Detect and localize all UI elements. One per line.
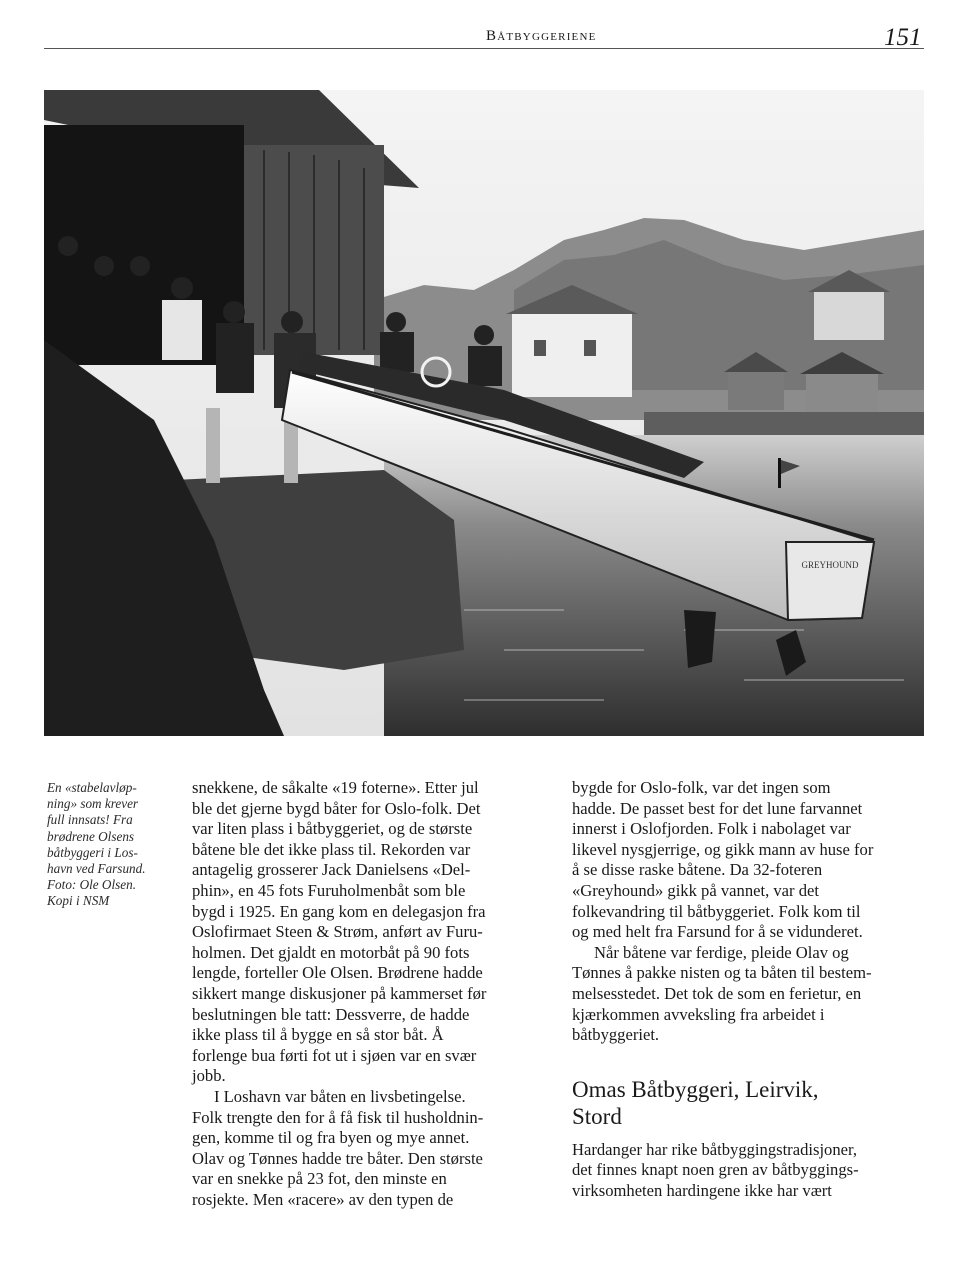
rudder bbox=[684, 610, 716, 668]
page-number: 151 bbox=[884, 24, 922, 51]
caption-line: En «stabelavløp- bbox=[47, 780, 137, 795]
text-line: å se disse raske båtene. Da 32-foteren bbox=[572, 860, 823, 880]
photo-caption bbox=[47, 780, 177, 910]
text-line: beslutningen ble tatt: Dessverre, de hadde bbox=[192, 1004, 470, 1024]
text-line: kjærkommen avveksling fra arbeidet i bbox=[572, 1004, 825, 1024]
running-title: Båtbyggeriene bbox=[486, 28, 597, 44]
shoreline bbox=[644, 412, 924, 438]
text-line: holmen. Det gjaldt en motorbåt på 90 fots bbox=[192, 942, 470, 962]
white-house bbox=[512, 312, 632, 397]
paragraph bbox=[572, 778, 924, 943]
text-line: I Loshavn var båten en livsbetingelse. bbox=[214, 1086, 466, 1106]
text-line: rosjekte. Men «racere» av den typen de bbox=[192, 1189, 454, 1209]
caption-line: båtbyggeri i Los- bbox=[47, 844, 138, 860]
text-line: lengde, forteller Ole Olsen. Brødrene hadde bbox=[192, 963, 483, 983]
text-line: var en snekke på 23 fot, den minste en bbox=[192, 1169, 447, 1189]
text-line: jobb. bbox=[192, 1066, 226, 1086]
flag-pole bbox=[778, 458, 781, 488]
paragraph bbox=[192, 778, 537, 1087]
caption-line: brødrene Olsens bbox=[47, 828, 135, 844]
text-line: likevel nysgjerrige, og gikk mann av huse for bbox=[572, 839, 874, 859]
red-house bbox=[728, 370, 784, 410]
text-line: bygde for Oslo-folk, var det ingen som bbox=[572, 778, 831, 797]
text-line: Olav og Tønnes hadde tre båter. Den største bbox=[192, 1148, 483, 1168]
house-window bbox=[534, 340, 546, 356]
text-line: det finnes knapt noen gren av båtbyggings- bbox=[572, 1160, 859, 1180]
text-line: var liten plass i båtbyggeriet, og de største bbox=[192, 819, 473, 839]
boat-stern bbox=[786, 542, 874, 620]
text-line: forlenge bua førti fot ut i sjøen var en svær bbox=[192, 1045, 477, 1065]
text-line: folkevandring til båtbyggeriet. Folk kom til bbox=[572, 901, 861, 921]
paragraph bbox=[572, 1140, 924, 1202]
heading-line: Omas Båtbyggeri, Leirvik, bbox=[572, 1076, 819, 1102]
text-line: og med helt fra Farsund for å se vidunderet. bbox=[572, 922, 863, 942]
caption-line: Foto: Ole Olsen. bbox=[47, 877, 136, 893]
text-line: Folk trengte den for å få fisk til husholdnin- bbox=[192, 1107, 484, 1127]
text-line: virksomheten hardingene ikke har vært bbox=[572, 1180, 832, 1200]
text-line: hadde. De passet best for det lune farvannet bbox=[572, 798, 863, 818]
boathouse-right bbox=[806, 372, 878, 417]
text-line: antagelig grosserer Jack Danielsens «Del- bbox=[192, 860, 471, 880]
house-window bbox=[584, 340, 596, 356]
text-line: «Greyhound» gikk på vannet, var det bbox=[572, 880, 819, 900]
caption-line: havn ved Farsund. bbox=[47, 861, 146, 877]
text-line: båtene ble det ikke plass til. Rekorden var bbox=[192, 839, 471, 859]
section-heading bbox=[572, 1076, 924, 1130]
text-line: gen, komme til og fra byen og mye annet. bbox=[192, 1128, 470, 1148]
caption-line: ning» som krever bbox=[47, 796, 139, 812]
text-line: melsesstedet. Det tok de som en ferietur, en bbox=[572, 983, 862, 1003]
text-line: båtbyggeriet. bbox=[572, 1025, 660, 1045]
text-line: ikke plass til å bygge en så stor båt. Å bbox=[192, 1025, 444, 1045]
text-line: Hardanger har rike båtbyggingstradisjoner, bbox=[572, 1139, 858, 1159]
heading-line: Stord bbox=[572, 1103, 622, 1129]
text-column-2 bbox=[572, 778, 924, 1202]
header-rule bbox=[44, 48, 924, 49]
text-line: ble det gjerne bygd båter for Oslo-folk. Det bbox=[192, 798, 481, 818]
caption-line: Kopi i NSM bbox=[47, 893, 110, 909]
text-line: bygd i 1925. En gang kom en delegasjon fra bbox=[192, 901, 486, 921]
text-line: snekkene, de såkalte «19 foterne». Etter jul bbox=[192, 778, 479, 797]
caption-line: full innsats! Fra bbox=[47, 812, 133, 828]
text-column-1 bbox=[192, 778, 537, 1210]
text-line: Når båtene var ferdige, pleide Olav og bbox=[594, 942, 849, 962]
paragraph bbox=[192, 1087, 537, 1211]
paragraph bbox=[572, 943, 924, 1046]
text-line: phin», en 45 fots Furuholmenbåt som ble bbox=[192, 880, 466, 900]
text-line: innerst i Oslofjorden. Folk i nabolaget var bbox=[572, 819, 851, 839]
boat-name-text: GREYHOUND bbox=[801, 560, 859, 570]
far-house bbox=[814, 290, 884, 340]
text-line: Tønnes å pakke nisten og ta båten til bestem- bbox=[572, 963, 872, 983]
boat-launch-photo bbox=[44, 90, 924, 736]
text-line: sikkert mange diskusjoner på kammerset før bbox=[192, 983, 487, 1003]
text-line: Oslofirmaet Steen & Strøm, anført av Furu- bbox=[192, 922, 483, 942]
